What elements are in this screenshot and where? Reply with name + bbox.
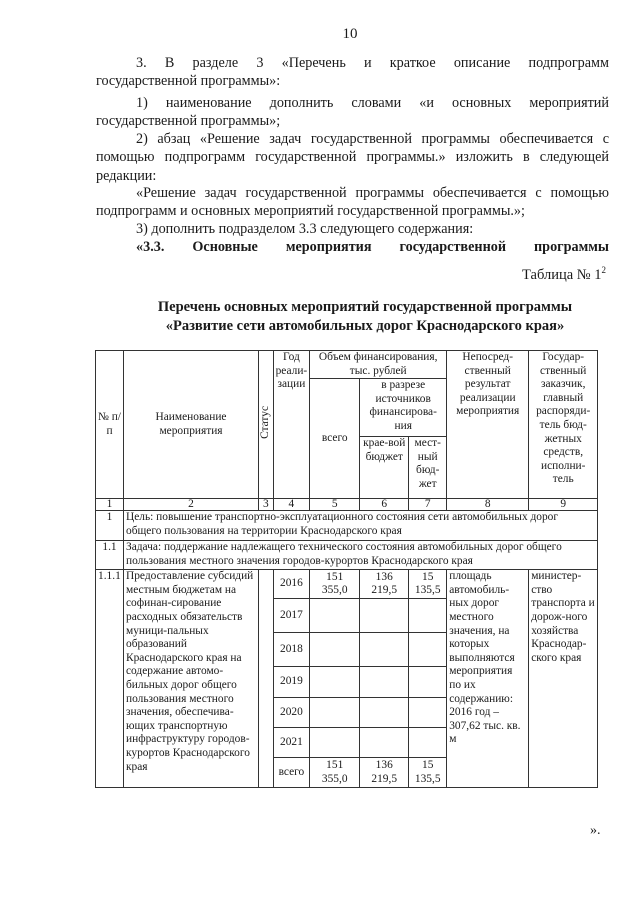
section-heading-3-3: «3.3. Основные мероприятия государственной программы: [136, 239, 609, 255]
goal-text: Цель: повышение транспортно-эксплуатационного состояния сети автомобильных дорог общего пользования на территории Краснодарского края: [124, 511, 598, 541]
table-label: [522, 265, 606, 284]
regional-cell: [360, 599, 409, 633]
measure-result: площадь автомобиль-ных дорог местного значения, на которых выполняются мероприятия по их содержанию: 2016 год – 307,62 тыс. кв. м: [447, 570, 529, 788]
paragraph-1-line-2: государственной программы»:: [96, 73, 281, 89]
col-number: 1: [96, 499, 124, 511]
task-text: Задача: поддержание надлежащего технического состояния автомобильных дорог общего пользования местного значения городов-курортов Краснодарского края: [124, 541, 598, 570]
local-cell: [409, 599, 447, 633]
header-status-text: Статус: [259, 405, 271, 439]
paragraph-4: «Решение задач государственной программы обеспечивается с помощью подпрограмм и основных мероприятий государственной программы.»;: [96, 185, 609, 220]
page-number: 10: [342, 26, 358, 42]
total-cell: [310, 698, 360, 728]
header-breakdown: в разрезе источников финансирова-ния: [360, 379, 447, 437]
measure-num: 1.1.1: [96, 570, 124, 788]
table-title-line-1: Перечень основных мероприятий государственной программы: [157, 299, 573, 315]
header-customer: Государ-ственный заказчик, главный распоряди-тель бюд-жетных средств, исполни-тель: [529, 351, 598, 499]
regional-cell: [360, 633, 409, 667]
col-number: 5: [310, 499, 360, 511]
paragraph-6: [96, 238, 609, 256]
total-cell: 151 355,0: [310, 758, 360, 788]
closing-quote: ».: [590, 823, 601, 838]
header-name: Наименование мероприятия: [124, 351, 259, 499]
year-cell: 2017: [273, 599, 310, 633]
measure-status: [259, 570, 274, 788]
measure-customer: министер-ство транспорта и дорож-ного хозяйства Краснодар-ского края: [529, 570, 598, 788]
local-cell: [409, 667, 447, 698]
paragraph-1-line-1: 3. В разделе 3 «Перечень и краткое описание подпрограмм: [136, 55, 609, 71]
paragraph-2-line-2: государственной программы»;: [96, 113, 281, 129]
paragraph-1: [96, 54, 609, 72]
col-number: 4: [273, 499, 310, 511]
column-numbers-row: [96, 499, 598, 511]
col-number: 7: [409, 499, 447, 511]
year-cell: 2018: [273, 633, 310, 667]
table-label-superscript: 2: [601, 265, 606, 275]
local-cell: [409, 633, 447, 667]
total-cell: [310, 667, 360, 698]
header-row-1: [96, 351, 598, 379]
year-cell: 2016: [273, 570, 310, 599]
total-cell: [310, 728, 360, 758]
header-status: [259, 351, 274, 499]
local-cell: [409, 698, 447, 728]
goal-row: [96, 511, 598, 541]
col-number: 8: [447, 499, 529, 511]
col-number: 6: [360, 499, 409, 511]
paragraph-3: 2) абзац «Решение задач государственной программы обеспечивается с помощью подпрограмм государственной программы.» изложить в следующей редакции:: [96, 131, 609, 184]
measure-name: Предоставление субсидий местным бюджетам на софинан-сирование расходных обязательств муници-пальных образований Краснодарского края на содержание автомо-бильных дорог общего пользования местного значения, обеспечива-ющих транспортную инфраструктуру городов-курортов Краснодарского края: [124, 570, 259, 788]
task-num: 1.1: [96, 541, 124, 570]
header-funding: Объем финансирования, тыс. рублей: [310, 351, 447, 379]
local-cell: 15 135,5: [409, 758, 447, 788]
measures-table: [95, 350, 598, 788]
year-cell: 2019: [273, 667, 310, 698]
table-title-line-2: «Развитие сети автомобильных дорог Краснодарского края»: [165, 318, 565, 334]
header-result: Непосред-ственный результат реализации мероприятия: [447, 351, 529, 499]
col-number: 2: [124, 499, 259, 511]
regional-cell: [360, 667, 409, 698]
regional-cell: [360, 728, 409, 758]
year-cell: 2021: [273, 728, 310, 758]
year-cell: всего: [273, 758, 310, 788]
total-cell: [310, 599, 360, 633]
paragraph-2-line-1: [96, 94, 609, 112]
col-number: 9: [529, 499, 598, 511]
col-number: 3: [259, 499, 274, 511]
paragraph-2-text: 1) наименование дополнить словами «и основных мероприятий: [136, 95, 609, 111]
task-row: [96, 541, 598, 570]
table-title: [100, 298, 630, 336]
header-num: № п/п: [96, 351, 124, 499]
regional-cell: [360, 698, 409, 728]
paragraph-5: 3) дополнить подразделом 3.3 следующего содержания:: [136, 221, 474, 237]
regional-cell: 136 219,5: [360, 570, 409, 599]
header-regional: крае-вой бюджет: [360, 437, 409, 499]
measure-row: [96, 570, 598, 599]
total-cell: 151 355,0: [310, 570, 360, 599]
header-year: Год реали-зации: [273, 351, 310, 499]
header-total: всего: [310, 379, 360, 499]
table-label-text: Таблица № 1: [522, 266, 602, 283]
local-cell: [409, 728, 447, 758]
regional-cell: 136 219,5: [360, 758, 409, 788]
goal-num: 1: [96, 511, 124, 541]
header-local: мест-ный бюд-жет: [409, 437, 447, 499]
local-cell: 15 135,5: [409, 570, 447, 599]
total-cell: [310, 633, 360, 667]
year-cell: 2020: [273, 698, 310, 728]
